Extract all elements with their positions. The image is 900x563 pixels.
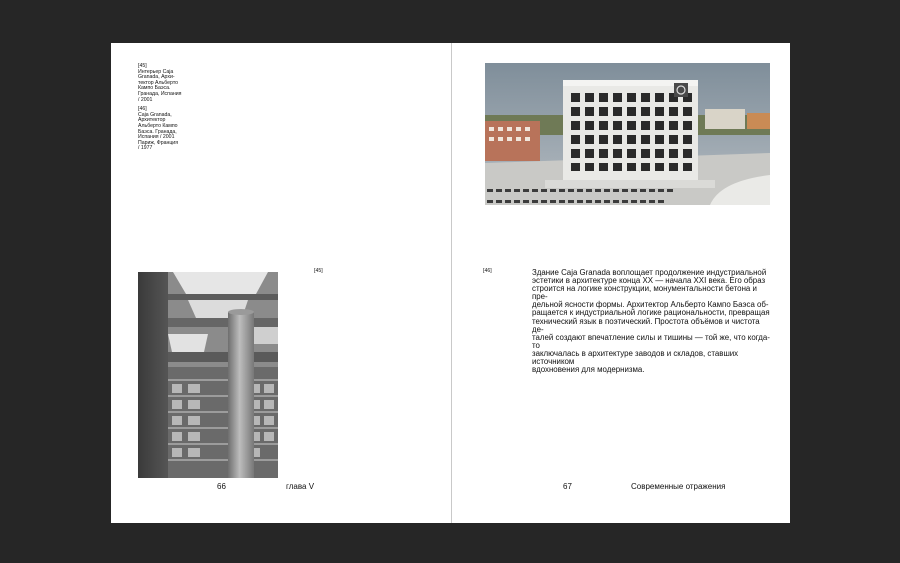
body-line: строится на логике конструкции, монументальности бетона и пре- [532, 284, 757, 302]
right-page [452, 43, 790, 523]
photo-ref-45: [45] [314, 268, 323, 274]
caption-45 [138, 64, 198, 103]
body-paragraph [532, 269, 772, 374]
body-line: талей создают впечатление силы и тишины — той же, что когда-то [532, 332, 770, 350]
photo-ref-46: [46] [483, 268, 492, 274]
page-number-right: 67 [563, 482, 572, 491]
exterior-photo [485, 63, 770, 205]
body-line: заключалась в архитектуре заводов и складов, ставших источником [532, 348, 739, 367]
interior-photo-image [138, 272, 278, 478]
caption-46 [138, 107, 198, 152]
body-line: вдохновения для модернизма. [532, 365, 645, 375]
body-line: дельной ясности формы. Архитектор Альберто Кампо Баэса об- [532, 300, 769, 310]
body-line: эстетики в архитектуре конца XX — начала XXI века. Его образ [532, 276, 766, 286]
body-line: технический язык в поэтический. Простота объёмов и чистота де- [532, 316, 760, 334]
running-head-right: Современные отражения [631, 482, 726, 491]
caption-text: Caja Granada, Архитектор Альберто Кампо Баэса. Гранада, Испания / 2001 Париж, Франция / 1977 [138, 111, 179, 152]
interior-photo [138, 272, 278, 478]
caption-text: Интерьер Caja Granada, Архи- тектор Альберто Кампо Баэса. Гранада, Испания / 2001 [138, 68, 182, 103]
body-line: ращается к индустриальной логике рациональности, превращая [532, 308, 770, 318]
caption-number: [45] [138, 63, 147, 69]
left-page [111, 43, 451, 523]
body-line: Здание Caja Granada воплощает продолжение индустриальной [532, 268, 767, 277]
caption-column [138, 64, 198, 156]
page-number-left: 66 [217, 482, 226, 491]
exterior-photo-image [485, 63, 770, 205]
caption-number: [46] [138, 106, 147, 113]
running-head-left: глава V [286, 482, 315, 491]
book-spread [111, 43, 790, 523]
